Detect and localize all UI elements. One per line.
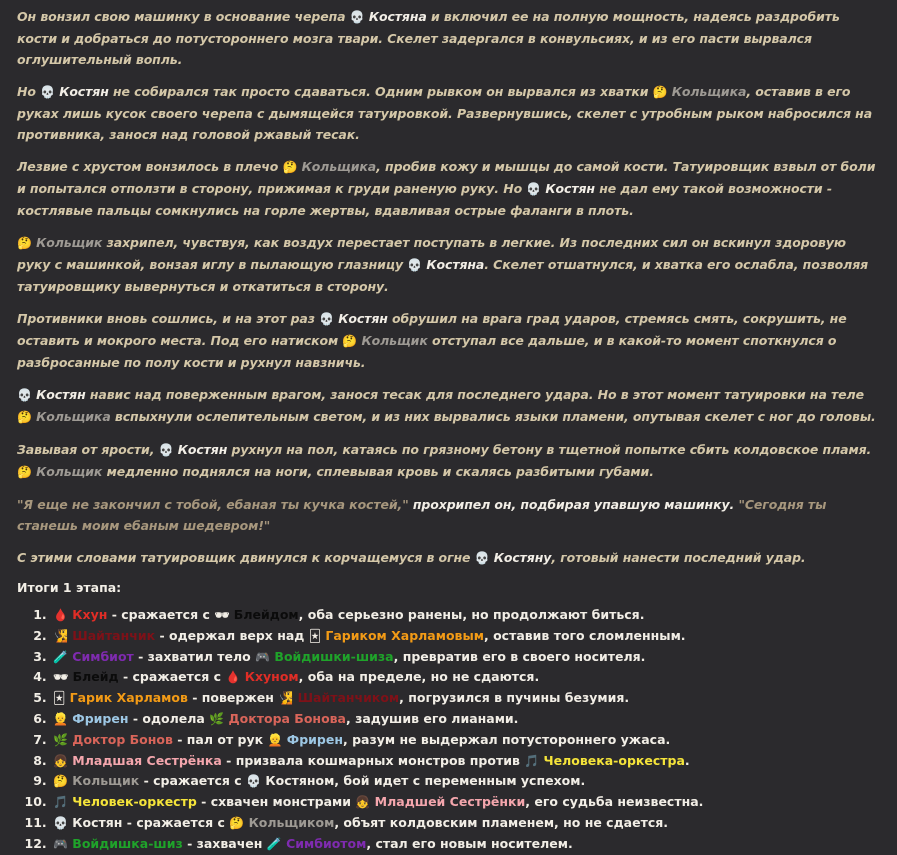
text-segment: - повержен [187, 690, 279, 706]
text-segment: Но [17, 84, 41, 99]
emoji-icon: 🌿 [53, 732, 68, 747]
text-segment: не собирался так просто сдаваться. Одним рывком он вырвался из хватки [108, 84, 653, 99]
text-segment: Человека-оркестра [539, 752, 685, 768]
text-segment: медленно поднялся на ноги, сплевывая кровь и скалясь разбитыми губами. [102, 464, 654, 479]
text-segment: , оставив в его руках лишь кусок своего черепа с дымящейся татуировкой. Развернувшись, скелет с утробным рыком набросился на противника, занося над головой ржавый тесак. [17, 84, 873, 142]
text-segment: Шайтанчиком [293, 690, 400, 706]
text-segment: Фрирен [67, 710, 129, 726]
summary-item [51, 605, 879, 626]
story-paragraph [17, 156, 879, 221]
story-paragraph [17, 439, 879, 483]
emoji-icon: 🤔 [229, 815, 245, 830]
text-segment: , оставив того сломленным. [483, 627, 686, 643]
emoji-icon: 💀 [246, 774, 262, 789]
emoji-icon: 💀 [40, 85, 55, 99]
text-segment: Симбиотом [281, 835, 367, 851]
text-segment: . [684, 752, 690, 768]
text-segment: Симбиот [67, 648, 134, 664]
text-segment: Костяну [489, 550, 552, 565]
text-segment: - пал от рук [172, 731, 268, 747]
story-paragraph [17, 547, 879, 569]
summary-item [51, 709, 879, 730]
summary-item [51, 730, 879, 751]
emoji-icon: 🎵 [53, 795, 68, 810]
text-segment: , задушив его лианами. [346, 710, 519, 726]
text-segment: , превратив его в своего носителя. [393, 648, 646, 664]
text-segment: Костян [541, 181, 595, 196]
text-segment: не дал ему такой возможности - костлявые пальцы сомкнулись на горле жертвы, вдавливая острые фаланги в плоть. [17, 181, 832, 218]
text-segment: - одержал верх над [155, 627, 309, 643]
text-segment: Завывая от ярости, [17, 442, 159, 457]
text-segment: Младшей Сестрёнки [370, 794, 526, 810]
summary-title: Итоги 1 этапа: [17, 580, 122, 595]
text-segment: Кхуном [240, 669, 299, 685]
summary-item [51, 771, 879, 792]
emoji-icon: 👧 [53, 753, 68, 768]
emoji-icon: 💀 [158, 443, 174, 457]
emoji-icon: 🎮 [53, 836, 68, 851]
story-paragraph [17, 232, 879, 297]
story-paragraph [17, 308, 879, 373]
summary-item [51, 792, 879, 813]
emoji-icon: 🌿 [209, 711, 225, 726]
text-segment: Костян [31, 387, 86, 402]
text-segment: Доктора Бонова [224, 710, 346, 726]
emoji-icon: 🤔 [53, 774, 68, 789]
emoji-icon: 🤔 [17, 465, 32, 479]
text-segment: Кольщика [297, 159, 377, 174]
text-segment: Войдишки-шиза [270, 648, 394, 664]
emoji-icon: 💀 [319, 312, 335, 326]
text-segment: , оба на пределе, но не сдаются. [298, 669, 540, 685]
emoji-icon: 🧏 [278, 691, 294, 706]
text-segment: Шайтанчик [67, 627, 156, 643]
text-segment: Кхун [67, 607, 108, 622]
text-segment: и включил ее на полную мощность, надеясь раздробить кости и добраться до потустороннего мозга твари. Скелет задергался в конвульсиях, и из его пасти вырвался оглушительный вопль. [17, 9, 840, 67]
text-segment: навис над поверженным врагом, занося тесак для последнего удара. Но в этот момент татуировки на теле [85, 387, 864, 402]
text-segment: , объят колдовским пламенем, но не сдается. [334, 814, 669, 830]
text-segment: , стал его новым носителем. [366, 835, 573, 851]
text-segment: - захвачен [182, 835, 267, 851]
text-segment: Костян [173, 442, 228, 457]
emoji-icon: 🕶 [53, 670, 69, 685]
text-segment: рухнул на пол, катаясь по грязному бетону в тщетной попытке сбить колдовское пламя. [227, 442, 872, 457]
story-paragraph [17, 384, 879, 428]
text-segment: Костяна [422, 257, 485, 272]
text-segment: . Скелет отшатнулся, и хватка его ослабла, позволяя татуировщику вывернуться и откатиться в сторону. [17, 257, 869, 294]
text-segment: Гарик Харламов [65, 690, 188, 706]
emoji-icon: 🕶 [214, 608, 230, 622]
text-segment: Он вонзил свою машинку в основание черепа [17, 9, 350, 24]
text-segment: Кольщика [667, 84, 747, 99]
emoji-icon: 🩸 [53, 608, 68, 622]
story-paragraph [17, 81, 879, 145]
text-segment: "Сегодня ты станешь моим ебаным шедевром!" [17, 497, 827, 533]
text-segment: С этими словами татуировщик двинулся к корчащемуся в огне [17, 550, 475, 565]
story-paragraph [17, 6, 879, 70]
text-segment: Блейдом [229, 607, 299, 622]
emoji-icon: 🤔 [17, 236, 32, 250]
text-segment: Кольщик [67, 773, 140, 789]
text-segment: отступал все дальше, и в какой-то момент споткнулся о разбросанные по полу кости и рухнул навзничь. [17, 333, 837, 370]
text-segment: Младшая Сестрёнка [67, 752, 222, 768]
text-segment: Костяна [364, 9, 427, 24]
emoji-icon: 👧 [355, 795, 371, 810]
emoji-icon: 👱 [53, 711, 68, 726]
text-segment: Кольщика [31, 409, 111, 424]
summary-item [51, 688, 879, 709]
emoji-icon: 💀 [526, 182, 542, 196]
emoji-icon: 👱 [267, 732, 283, 747]
text-segment: - захватил тело [133, 648, 256, 664]
text-segment: прохрипел он, подбирая упавшую машинку. [408, 497, 739, 512]
emoji-icon: 💀 [53, 815, 68, 830]
text-segment: , его судьба неизвестна. [525, 794, 704, 810]
emoji-icon: 💀 [474, 551, 490, 565]
emoji-icon: 🃏 [53, 691, 66, 706]
emoji-icon: 🃏 [308, 628, 322, 643]
text-segment: , готовый нанести последний удар. [551, 550, 806, 565]
emoji-icon: 🧪 [266, 836, 282, 851]
story-text [17, 6, 879, 569]
summary-item [51, 751, 879, 772]
text-segment: Кольщик [31, 235, 103, 250]
text-segment: - сражается с [139, 773, 247, 789]
text-segment: "Я еще не закончил с тобой, ебаная ты кучка костей," [17, 497, 409, 512]
summary-item [51, 667, 879, 688]
text-segment: Кольщик [357, 333, 428, 348]
emoji-icon: 💀 [407, 258, 423, 272]
emoji-icon: 🩸 [225, 670, 241, 685]
text-segment: Кольщиком [244, 814, 335, 830]
story-paragraph [17, 494, 879, 536]
summary-item [51, 626, 879, 647]
text-segment: Блейд [68, 669, 119, 685]
emoji-icon: 🤔 [282, 160, 298, 174]
emoji-icon: 💀 [17, 388, 32, 402]
summary-item [51, 813, 879, 834]
emoji-icon: 🤔 [342, 334, 358, 348]
text-segment: Костян [334, 311, 388, 326]
emoji-icon: 🤔 [17, 410, 32, 424]
summary-list [17, 605, 879, 855]
text-segment: , пробив кожу и мышцы до самой кости. Татуировщик взвыл от боли и попытался отползти в сторону, прижимая к груди раненую руку. Но [17, 159, 876, 196]
summary-item [51, 647, 879, 668]
text-segment: Противники вновь сошлись, и на этот раз [17, 311, 320, 326]
text-segment: - сражается с [107, 607, 215, 622]
text-segment: захрипел, чувствуя, как воздух перестает поступать в легкие. Из последних сил он вскинул здоровую руку с машинкой, вонзая иглу в пылающую глазницу [17, 235, 846, 272]
emoji-icon: 🎵 [524, 753, 540, 768]
text-segment: Лезвие с хрустом вонзилось в плечо [17, 159, 283, 174]
emoji-icon: 🤔 [652, 85, 668, 99]
emoji-icon: 🧪 [53, 649, 68, 664]
text-segment: , разум не выдержал потустороннего ужаса. [342, 731, 671, 747]
text-segment: обрушил на врага град ударов, стремясь смять, сокрушить, не оставить и мокрого места. Под его натиском [17, 311, 847, 348]
text-segment: Человек-оркестр [67, 794, 197, 810]
text-segment: , оба серьезно ранены, но продолжают биться. [298, 607, 645, 622]
text-segment: - призвала кошмарных монстров против [221, 752, 525, 768]
text-segment: Гариком Харламовым [321, 627, 484, 643]
text-segment: - сражается с [118, 669, 226, 685]
text-segment: - одолела [128, 710, 210, 726]
text-segment: Доктор Бонов [67, 731, 173, 747]
text-segment: Костян - сражается с [67, 814, 230, 830]
text-segment: - схвачен монстрами [196, 794, 356, 810]
summary-item [51, 834, 879, 855]
text-segment: Костяном, бой идет с переменным успехом. [261, 773, 586, 789]
emoji-icon: 💀 [349, 10, 365, 24]
emoji-icon: 🧏 [53, 628, 68, 643]
text-segment: Кольщик [31, 464, 103, 479]
emoji-icon: 🎮 [255, 649, 271, 664]
text-segment: вспыхнули ослепительным светом, и из них вырвались языки пламени, опутывая скелет с ног до головы. [110, 409, 876, 424]
text-segment: , погрузился в пучины безумия. [399, 690, 630, 706]
text-segment: Войдишка-шиз [67, 835, 183, 851]
text-segment: Фрирен [282, 731, 343, 747]
text-segment: Костян [54, 84, 109, 99]
